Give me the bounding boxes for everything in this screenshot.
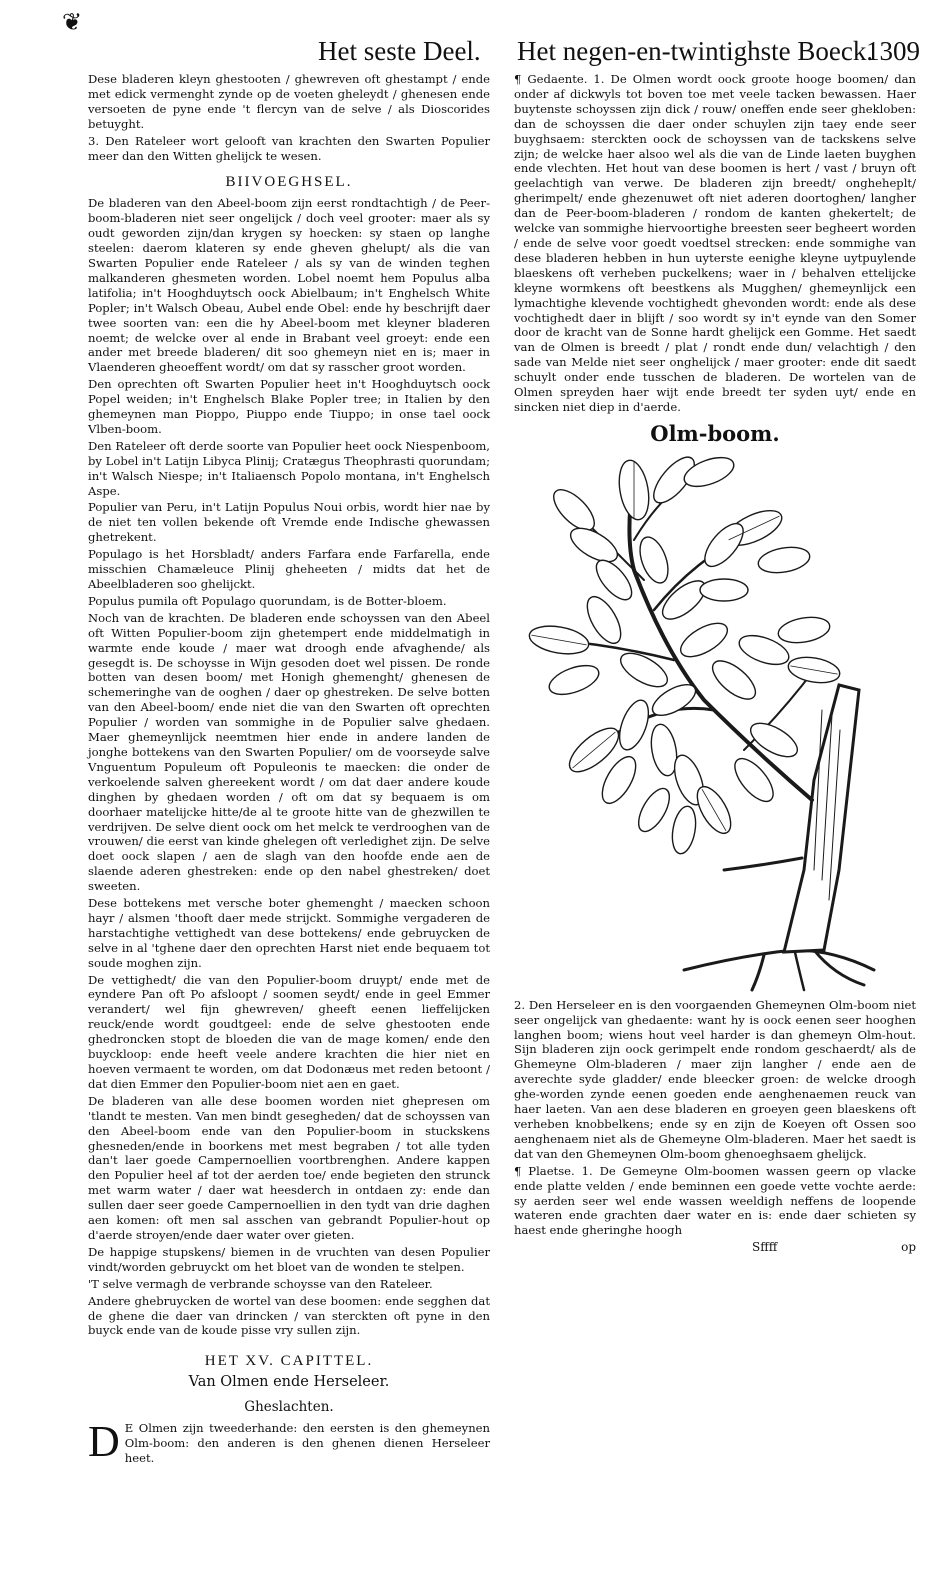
chapter-subtitle: Van Olmen ende Herseleer. — [188, 1374, 390, 1391]
right-running-title: Het negen-en-twintighste Boeck. — [517, 36, 874, 66]
body-paragraph: 'T selve vermagh de verbrande schoysse van den Rateleer. — [88, 1276, 433, 1291]
decorative-mark-icon: ❦ — [62, 8, 83, 36]
elm-tree-illustration — [514, 450, 916, 998]
drop-capital: D — [88, 1417, 120, 1467]
figure-caption: Olm-boom. — [650, 420, 780, 446]
body-paragraph: De vettighedt/ die van den Populier-boom druypt/ ende met de eyndere Pan oft Po afsloopt / soomen seydt/ ende in geel Emmer verandert/ wel fijn ghewreven/ gheeft eenen lieffelijcken reuck/ende wordt goudtgeel: ende de selve ghestooten ende ghedroncken stopt de bloeden die van de mage komen/ ende den buyckloop: ende heeft veele andere krachten die hier niet en hoeven vermaent te worden, om dat Dodonæus met reden betoont / dat dien Emmer den Populier-boom niet aen en gaet. — [88, 972, 490, 1091]
running-header — [0, 30, 950, 74]
description-paragraph: ¶ Plaetse. 1. De Gemeyne Olm-boomen wassen geern op vlacke ende platte velden / ende beminnen een goede vette vochte aerde: sy aerden seer wel ende wassen weeldigh neffens de loopende wateren ende grachten daer water en is: ende daer schieten sy haest ende gheringhe hoogh — [514, 1163, 916, 1238]
body-paragraph: Populus pumila oft Populago quorundam, is de Botter-bloem. — [88, 593, 447, 608]
intro-paragraph: Dese bladeren kleyn ghestooten / ghewreven oft ghestampt / ende met edick vermenght zynde op de voeten gheleydt / ghenesen ende versoeten de pyne ende 't flercyn van de selve / als Dioscorides betuyght. — [88, 72, 490, 131]
body-paragraph: Noch van de krachten. De bladeren ende schoyssen van den Abeel oft Witten Populier-boom zijn ghetempert ende middelmatigh in warmte ende koude / maer wat droogh ende afvaghende/ als gesegdt is. De schoysse in Wijn gesoden doet wel pissen. De ronde botten van desen boom/ met Honigh ghemenght/ ghenesen de schemeringhe van de ooghen / daer op ghestreken. De selve botten van den Abeel-boom/ ende niet die van den Swarten oft oprechten Populier / worden van sommighe in de Populier salve ghedaen. Maer ghemeynlijck neemtmen hier ende in andere landen de jonghe bottekens van den Swarten Populier/ om de voorseyde salve Vnguentum Populeum oft Populeonis te maecken: die onder de verkoelende salven ghereekent wordt / om dat daer andere koude dinghen by ghedaen worden / oft om dat sy bequaem is om doorhaer matelijcke hitte/de al te groote hitte van de ghezwillen te verdrijven. De selve dient oock om het melck te verdrooghen van de vrouwen/ die eerst van kinde ghelegen oft verledighet zijn. De selve doet oock slapen / aen de slagh van den hoofde ende aen de slaende aderen ghestreken: ende op den nabel ghestreken/ doet sweeten. — [88, 610, 490, 894]
body-paragraph: De bladeren van den Abeel-boom zijn eerst rondtachtigh / de Peer-boom-bladeren niet seer ongelijck / doch veel grooter: maer als sy oudt geworden zijn/dan krygen sy hoecken: sy staen op langhe steelen: daerom klateren sy ende gheven ghelupt/ als die van Swarten Populier ende Rateleer / als sy van de winden teghen malkanderen ghesmeten worden. Lobel noemt hem Populus alba latifolia; in't Hooghduytsch oock Abielbaum; in't Enghelsch White Popler; in't Walsch Obeau, Aubel ende Obel: ende hy beschrijft daer twee soorten van: een die hy Abeel-boom met kleyner bladeren noemt; de welcke over al ende in Brabant veel groeyt: ende een ander met breede bladeren/ dit soo ghemeyn niet en is; maer in Vlaenderen gheoeffent wordt/ om dat sy rasscher groot worden. — [88, 196, 490, 375]
chapter-title: HET XV. CAPITTEL. — [204, 1353, 374, 1370]
body-paragraph: Dese bottekens met versche boter ghemenght / maecken schoon hayr / alsmen 'thooft daer mede strijckt. Sommighe vergaderen de harstachtighe vettighedt van dese bottekens/ ende gebruycken de selve in al 'tghene daer den oprechten Harst niet ende bequaem tot soude moghen zijn. — [88, 896, 490, 970]
right-column — [514, 72, 916, 1255]
chapter-section-title: Gheslachten. — [244, 1399, 334, 1416]
body-paragraph: De bladeren van alle dese boomen worden niet ghepresen om 'tlandt te mesten. Van men bindt gesegheden/ dat de schoyssen van den Abeel-boom ende van den Populier-boom in stuckskens ghesneden/ende in boorkens met mest begraben / tot alle tyden dan't laer goede Campernoellien voortbrenghen. Andere kappen den Populier heel af tot der aerden toe/ ende begieten den strunck met warm water / daer wat heesderch in ontdaen zy: ende dan sullen daer seer goede Campernoellien in den tydt van drie daghen aen komen: oft men sal asschen van gebrandt Populier-hout op d'aerde stroyen/ende daer water over gieten. — [88, 1093, 490, 1242]
left-column — [88, 72, 490, 1466]
signature-line — [514, 1240, 916, 1255]
body-paragraph: De happige stupskens/ biemen in de vruchten van desen Populier vindt/worden gebruyckt om het bloet van de wonden te stelpen. — [88, 1244, 490, 1274]
body-paragraph: Andere ghebruycken de wortel van dese boomen: ende segghen dat de ghene die daer van drincken / van sterckten oft pyne in den buyck ende van de koude pisse vry sullen zijn. — [88, 1293, 490, 1338]
section-heading: BIIVOEGHSEL. — [225, 174, 353, 191]
description-paragraph: ¶ Gedaente. 1. De Olmen wordt oock groote hooge boomen/ dan onder af dickwyls tot boven toe met veele tacken bewassen. Haer buytenste schoyssen zijn dick / rouw/ oneffen ende seer ghekloben: dan de schoyssen die daer onder schuylen zijn taey ende seer buyghsaem: sterckten oock de schoyssen van de tackskens selve zijn; de welcke haer alsoo wel als die van de Linde laeten buyghen ende vlechten. Het hout van dese boomen is hert / vast / bruyn oft geelachtigh van verwe. De bladeren zijn breedt/ ongheheplt/ gherimpelt/ ende ghezenuwet oft niet aderen doortoghen/ langher dan de Peer-boom-bladeren / rondom de kanten ghekertelt; de welcke van sommighe hiervoortighe breesten seer begheert worden / ende de selve voor goedt voedtsel strecken: ende sommighe van dese bladeren hebben in hun uyterste eenighe kleyne uytpuylende blaeskens oft verheben puckelkens; waer in / behalven ettelijcke kleyne wormkens oft beestkens als Mugghen/ ghemeynlijck een lymachtighe klevende vochtighedt ghevonden wordt: ende als dese vochtighedt daer in blijft / soo wordt sy in't eynde van den Somer door de kracht van de Sonne hardt ghelijck een Gomme. Het saedt van de Olmen is breedt / plat / rondt ende dun/ velachtigh / den sade van Melde niet seer onghelijck / maer grooter: ende dit saedt schuylt onder ende tusschen de bladeren. De wortelen van de Olmen spreyden haer wijt ende breedt ter syden uyt/ ende en sincken niet diep in d'aerde. — [514, 72, 916, 414]
description-paragraph: 2. Den Herseleer en is den voorgaenden Ghemeynen Olm-boom niet seer ongelijck van ghedaente: want hy is oock eenen seer hooghen langhen boom; wiens hout veel harder is dan ghemeyn Olm-hout. Sijn bladeren zijn oock gerimpelt ende rondom geschaerdt/ als de Ghemeyne Olm-bladeren / maer zijn langher / ende aen de averechte syde gladder/ ende bleecker groen: de welcke droogh ghe-worden zynde eenen goeden ende aenghenaemen reuck van haer laeten. Van aen dese bladeren en groeyen geen blaeskens oft verheben knobbelkens; ende sy en zijn de Koeyen oft Ossen soo aenghenaem niet als de Ghemeyne Olm-bladeren. Maer het saedt is dat van den Ghemeynen Olm-boom ghenoeghsaem ghelijck. — [514, 997, 916, 1161]
signature-mark: Sffff — [751, 1240, 778, 1255]
body-paragraph: Populago is het Horsbladt/ anders Farfara ende Farfarella, ende misschien Chamæleuce Plinij gheheeten / midts dat het de Abeelbladeren soo ghelijckt. — [88, 547, 490, 591]
body-paragraph: Den oprechten oft Swarten Populier heet in't Hooghduytsch oock Popel weiden; in't Enghelsch Blake Popler tree; in Italien by den ghemeynen man Pioppo, Piuppo ende Tiuppo; in onse tael oock Vlben-boom. — [88, 377, 490, 436]
chapter-first-text: E Olmen zijn tweederhande: den eersten is den ghemeynen Olm-boom: den anderen is den ghenen dienen Herseleer heet. — [124, 1421, 490, 1465]
body-paragraph: Den Rateleer oft derde soorte van Populier heet oock Niespenboom, by Lobel in't Latijn Libyca Plinij; Cratægus Theophrasti quorundam; in't Walsch Niespe; in't Italiaensch Popolo montana, in't Enghelsch Aspe. — [88, 438, 490, 498]
page-number: 1309 — [866, 36, 920, 66]
intro-paragraph: 3. Den Rateleer wort gelooft van krachten den Swarten Populier meer dan den Witten ghelijck te wesen. — [88, 133, 490, 163]
body-paragraph: Populier van Peru, in't Latijn Populus Noui orbis, wordt hier nae by de niet ten vollen bekende oft Vremde ende Indische ghewassen ghetrekent. — [88, 500, 490, 545]
left-running-title: Het seste Deel. — [318, 36, 481, 66]
chapter-first-paragraph — [88, 1417, 490, 1467]
elm-tree-woodcut — [514, 450, 916, 998]
catchword: op — [901, 1240, 916, 1255]
